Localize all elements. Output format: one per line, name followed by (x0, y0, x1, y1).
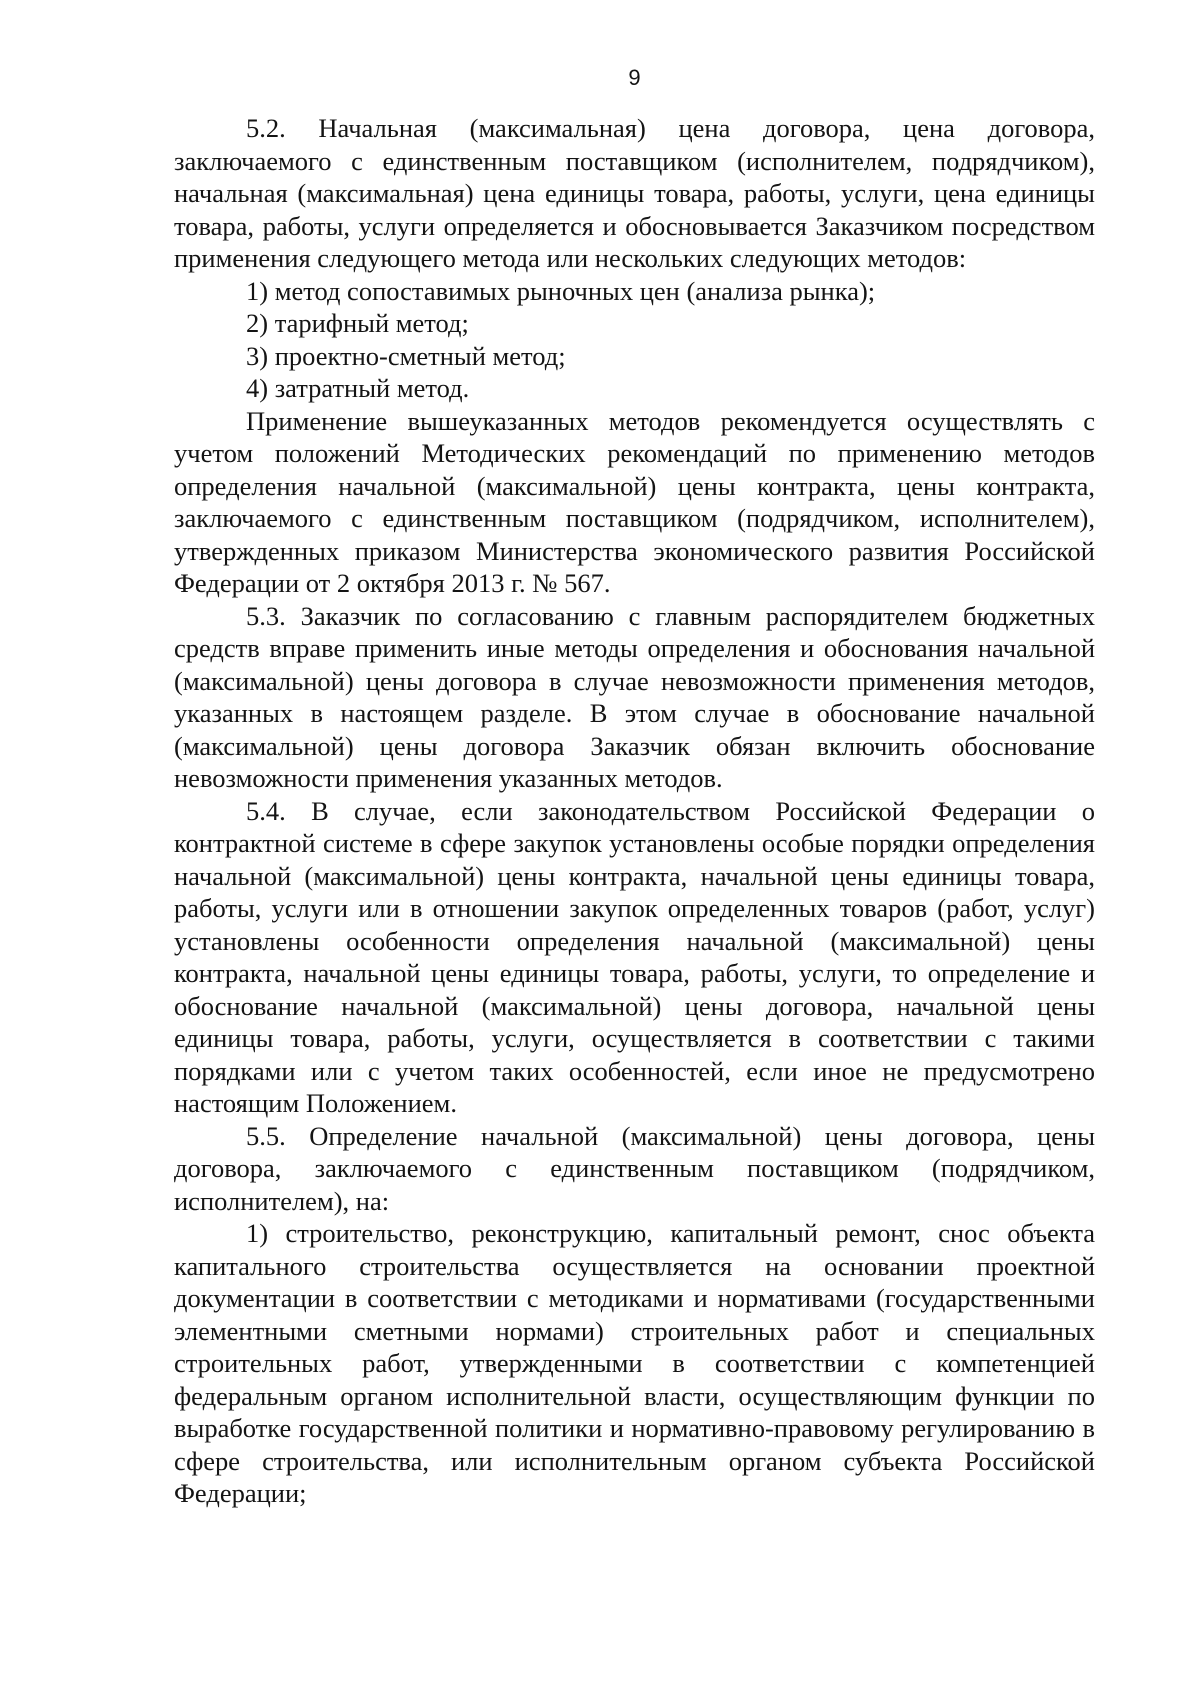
paragraph-5-4: 5.4. В случае, если законодательством Российской Федерации о контрактной системе в сфере закупок установлены особые порядки определения начальной (максимальной) цены контракта, начальной цены единицы товара, работы, услуги или в отношении закупок определенных товаров (работ, услуг) установлены особенности определения начальной (максимальной) цены контракта, начальной цены единицы товара, работы, услуги, то определение и обоснование начальной (максимальной) цены договора, начальной цены единицы товара, работы, услуги, осуществляется в соответствии с такими порядками или с учетом таких особенностей, если иное не предусмотрено настоящим Положением. (174, 795, 1095, 1118)
list-item-method-3: 3) проектно-сметный метод; (246, 340, 566, 371)
document-page (174, 62, 1095, 1510)
paragraph-5-2: 5.2. Начальная (максимальная) цена договора, цена договора, заключаемого с единственным поставщиком (исполнителем, подрядчиком), начальная (максимальная) цена единицы товара, работы, услуги, цена единицы товара, работы, услуги определяется и обосновывается Заказчиком посредством применения следующего метода или нескольких следующих методов: (174, 113, 1095, 273)
paragraph-5-3: 5.3. Заказчик по согласованию с главным распорядителем бюджетных средств вправе применить иные методы определения и обоснования начальной (максимальной) цены договора в случае невозможности применения методов, указанных в настоящем разделе. В этом случае в обоснование начальной (максимальной) цены договора Заказчик обязан включить обоснование невозможности применения указанных методов. (174, 600, 1095, 793)
list-item-method-2: 2) тарифный метод; (246, 308, 469, 338)
paragraph-methods-application: Применение вышеуказанных методов рекомендуется осуществлять с учетом положений Методических рекомендаций по применению методов определения начальной (максимальной) цены контракта, цены контракта, заключаемого с единственным поставщиком (подрядчиком, исполнителем), утвержденных приказом Министерства экономического развития Российской Федерации от 2 октября 2013 г. № 567. (174, 405, 1095, 598)
paragraph-5-5: 5.5. Определение начальной (максимальной) цены договора, цены договора, заключаемого с единственным поставщиком (подрядчиком, исполнителем), на: (174, 1120, 1095, 1216)
paragraph-5-5-item-1: 1) строительство, реконструкцию, капитальный ремонт, снос объекта капитального строительства осуществляется на основании проектной документации в соответствии с методиками и нормативами (государственными элементными сметными нормами) строительных работ и специальных строительных работ, утвержденными в соответствии с компетенцией федеральным органом исполнительной власти, осуществляющим функции по выработке государственной политики и нормативно-правовому регулированию в сфере строительства, или исполнительным органом субъекта Российской Федерации; (174, 1218, 1095, 1508)
list-item-method-1: 1) метод сопоставимых рыночных цен (анализа рынка); (246, 275, 876, 306)
list-item-method-4: 4) затратный метод. (246, 373, 470, 403)
page-number: 9 (628, 65, 641, 90)
